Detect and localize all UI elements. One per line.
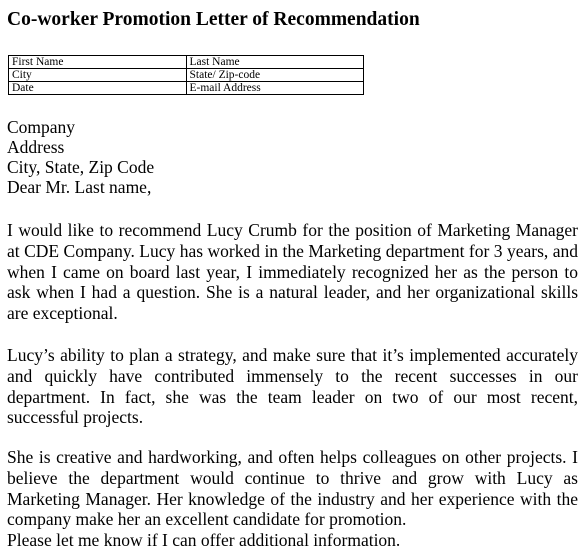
state-zip-cell: State/ Zip-code: [186, 69, 364, 82]
closing-line: Please let me know if I can offer additional information.: [7, 530, 401, 551]
body-paragraph-3: [7, 447, 578, 551]
table-row: [9, 82, 364, 95]
body-paragraph-2: Lucy’s ability to plan a strategy, and make sure that it’s implemented accurately and quickly have contributed immensely to the recent successes in our department. In fact, she was the team leader on two of our most recent, successful projects.: [7, 345, 578, 428]
email-address-cell: E-mail Address: [186, 82, 364, 95]
table-row: [9, 56, 364, 69]
city-state-zip-line: City, State, Zip Code: [7, 157, 155, 177]
body-paragraph-3-text: She is creative and hardworking, and often helps colleagues on other projects. I believe the department would continue to thrive and grow with Lucy as Marketing Manager. Her knowledge of the industry and her experience with the company make her an excellent candidate for promotion.: [7, 447, 578, 530]
body-paragraph-1: I would like to recommend Lucy Crumb for the position of Marketing Manager at CDE Company. Lucy has worked in the Marketing department for 3 years, and when I came on board last year, I immediately recognized her as the person to ask when I had a question. She is a natural leader, and her organizational skills are exceptional.: [7, 220, 578, 324]
recipient-address-block: [7, 117, 154, 197]
last-name-cell: Last Name: [186, 56, 364, 69]
first-name-cell: First Name: [9, 56, 187, 69]
city-cell: City: [9, 69, 187, 82]
sender-info-table: [8, 55, 364, 95]
salutation: Dear Mr. Last name,: [7, 177, 152, 197]
date-cell: Date: [9, 82, 187, 95]
page-title: Co-worker Promotion Letter of Recommendation: [7, 9, 420, 30]
table-row: [9, 69, 364, 82]
company-line: Company: [7, 117, 76, 137]
address-line: Address: [7, 137, 65, 157]
